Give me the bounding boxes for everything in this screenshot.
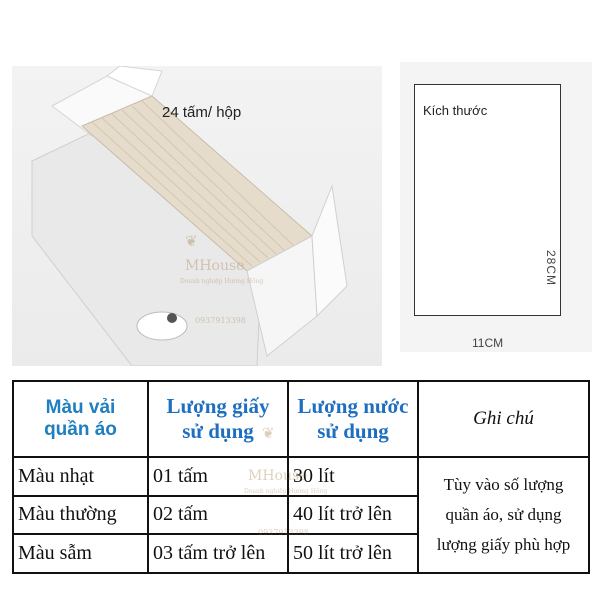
cell-color: Màu sẫm <box>13 534 148 573</box>
watermark-logo: ❦ <box>185 232 198 250</box>
size-panel <box>400 62 592 352</box>
product-photo <box>12 66 382 366</box>
header-water-amount: Lượng nước sử dụng <box>288 381 418 457</box>
cell-paper: 01 tấm <box>148 457 288 496</box>
cell-color: Màu nhạt <box>13 457 148 496</box>
watermark-brand: MHouse <box>248 468 308 484</box>
cell-water: 40 lít trở lên <box>288 496 418 535</box>
watermark-brand: MHouse <box>185 258 245 274</box>
watermark-tagline: Doanh nghiệp Hướng Hồng <box>244 488 328 495</box>
cell-color: Màu thường <box>13 496 148 535</box>
watermark-tagline: Doanh nghiệp Hướng Hồng <box>180 278 264 285</box>
size-label: Kích thước <box>423 103 488 118</box>
header-paper-amount: Lượng giấy sử dụng <box>148 381 288 457</box>
watermark-phone: 0937913398 <box>195 316 246 325</box>
cell-note: Tùy vào số lượng quần áo, sử dụng lượng giấy phù hợp <box>418 457 589 573</box>
header-fabric-color: Màu vải quần áo <box>13 381 148 457</box>
cell-paper: 03 tấm trở lên <box>148 534 288 573</box>
table-header-row <box>13 381 589 457</box>
height-dimension: 28CM <box>544 250 558 287</box>
watermark-logo: ❦ <box>262 424 275 442</box>
table-row <box>13 457 589 496</box>
usage-table <box>12 380 590 574</box>
header-note: Ghi chú <box>418 381 589 457</box>
cell-water: 50 lít trở lên <box>288 534 418 573</box>
watermark-phone: 0937913398 <box>258 528 309 537</box>
cell-water: 30 lít <box>288 457 418 496</box>
width-dimension: 11CM <box>472 336 504 350</box>
paper-sheet-outline <box>414 84 561 316</box>
box-quantity-caption: 24 tấm/ hộp <box>162 104 242 121</box>
cell-paper: 02 tấm <box>148 496 288 535</box>
